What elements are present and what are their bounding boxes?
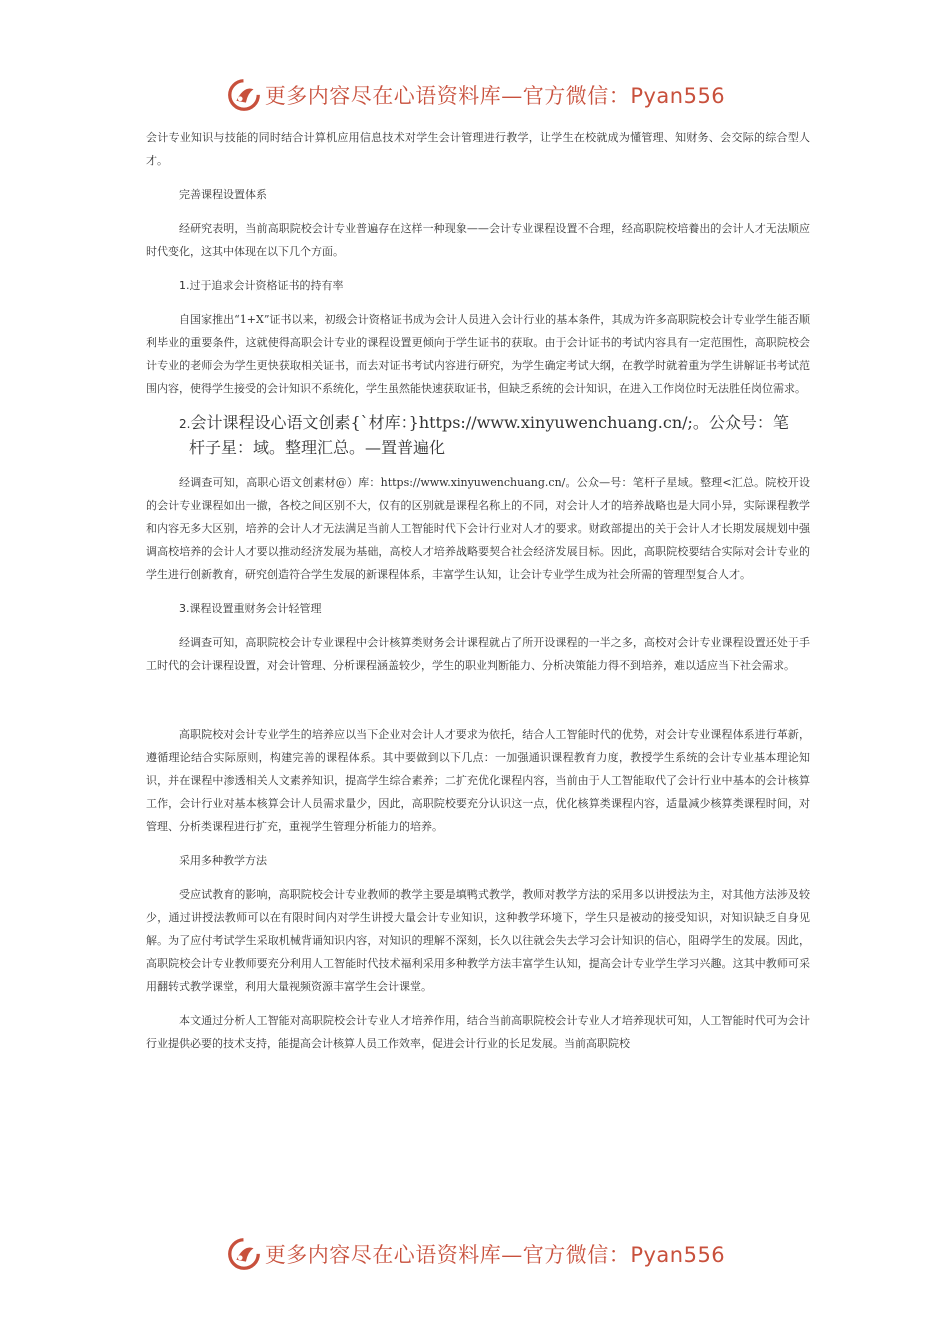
paragraph: 经调查可知，高职心语文创素材@）库：https://www.xinyuwenchuang.cn/。公众—号：笔杆子星域。整理<汇总。院校开设的会计专业课程如出一撤，各校之间区别不大，仅有的区别就是课程名称上的不同，对会计人才的培养战略也是大同小异，实际课程教学和内容无多大区别，培养的会计人才无法满足当前人工智能时代下会计行业对人才的要求。财政部提出的关于会计人才长期发展规划中强调高校培养的会计人才要以推动经济发展为基础，高校人才培养战略要契合社会经济发展目标。因此，高职院校要结合实际对会计专业的学生进行创新教育，研究创造符合学生发展的新课程体系，丰富学生认知，让会计专业学生成为社会所需的管理型复合人才。 <box>146 476 810 581</box>
footer-banner <box>0 1231 950 1277</box>
paragraph: 自国家推出“1+X”证书以来，初级会计资格证书成为会计人员进入会计行业的基本条件，其成为许多高职院校会计专业学生能否顺利毕业的重要条件，这就使得高职会计专业的课程设置更倾向于学生证书的获取。由于会计证书的考试内容具有一定范围性，高职院校会计专业的老师会为学生更快获取相关证书，而去对证书考试内容进行研究，为学生确定考试大纲，在教学时就着重为学生讲解证书考试范围内容，使得学生接受的会计知识不系统化，学生虽然能快速获取证书，但缺乏系统的会计知识，在进入工作岗位时无法胜任岗位需求。 <box>146 313 810 395</box>
paragraph: 经研究表明，当前高职院校会计专业普遍存在这样一种现象——会计专业课程设置不合理，经高职院校培養出的会计人才无法顺应时代变化，这其中体现在以下几个方面。 <box>146 222 810 258</box>
section-heading: 1.过于追求会计资格证书的持有率 <box>179 279 344 292</box>
paragraph: 高职院校对会计专业学生的培养应以当下企业对会计人才要求为依托，结合人工智能时代的优势，对会计专业课程体系进行革新，遵循理论结合实际原则，构建完善的课程体系。其中要做到以下几点：一加强通识课程教育力度，教授学生系统的会计专业基本理论知识，并在课程中渗透相关人文素养知识，提高学生综合素养；二扩充优化课程内容，当前由于人工智能取代了会计行业中基本的会计核算工作，会计行业对基本核算会计人员需求量少，因此，高职院校要充分认识这一点，优化核算类课程内容，适量减少核算类课程时间，对管理、分析类课程进行扩充，重视学生管理分析能力的培养。 <box>146 728 810 833</box>
paragraph: 经调查可知，高职院校会计专业课程中会计核算类财务会计课程就占了所开设课程的一半之多，高校对会计专业课程设置还处于手工时代的会计课程设置，对会计管理、分析课程涵盖较少，学生的职业判断能力、分析决策能力得不到培养，难以适应当下社会需求。 <box>146 636 810 672</box>
banner-text: 更多内容尽在心语资料库—官方微信：Pyan556 <box>264 1243 726 1267</box>
large-heading <box>146 411 810 460</box>
heading-line-1: 会计课程设心语文创素{`材库：}https://www.xinyuwenchuang.cn/;。公众号：笔 <box>190 413 789 432</box>
section-heading: 完善课程设置体系 <box>179 188 267 201</box>
section-heading: 采用多种教学方法 <box>179 854 267 867</box>
brand-logo-icon <box>225 1235 263 1273</box>
paragraph: 受应试教育的影响，高职院校会计专业教师的教学主要是填鸭式教学，教师对教学方法的采用多以讲授法为主，对其他方法涉及较少，通过讲授法教师可以在有限时间内对学生讲授大量会计专业知识，这种教学环境下，学生只是被动的接受知识，对知识缺乏自身见解。为了应付考试学生采取机械背诵知识内容，对知识的理解不深刻，长久以往就会失去学习会计知识的信心，阻碍学生的发展。因此，高职院校会计专业教师要充分利用人工智能时代技术福利采用多种教学方法丰富学生认知，提高会计专业学生学习兴趣。这其中教师可采用翻转式教学课堂，利用大量视频资源丰富学生会计课堂。 <box>146 888 810 993</box>
brand-logo-icon <box>225 76 263 114</box>
paragraph: 本文通过分析人工智能对高职院校会计专业人才培养作用，结合当前高职院校会计专业人才培养现状可知，人工智能时代可为会计行业提供必要的技术支持，能提高会计核算人员工作效率，促进会计行业的长足发展。当前高职院校 <box>146 1014 810 1050</box>
paragraph: 会计专业知识与技能的同时结合计算机应用信息技术对学生会计管理进行教学，让学生在校就成为懂管理、知财务、会交际的综合型人才。 <box>146 131 810 167</box>
banner-wechat-id: Pyan556 <box>630 1243 726 1267</box>
header-banner <box>0 72 950 118</box>
heading-line-2: 杆子星：域。整理汇总。—置普遍化 <box>189 438 446 457</box>
section-heading: 3.课程设置重财务会计轻管理 <box>179 602 322 615</box>
banner-text: 更多内容尽在心语资料库—官方微信：Pyan556 <box>264 84 726 108</box>
heading-number: 2. <box>179 417 191 431</box>
document-body <box>146 126 810 1055</box>
banner-wechat-id: Pyan556 <box>630 84 726 108</box>
